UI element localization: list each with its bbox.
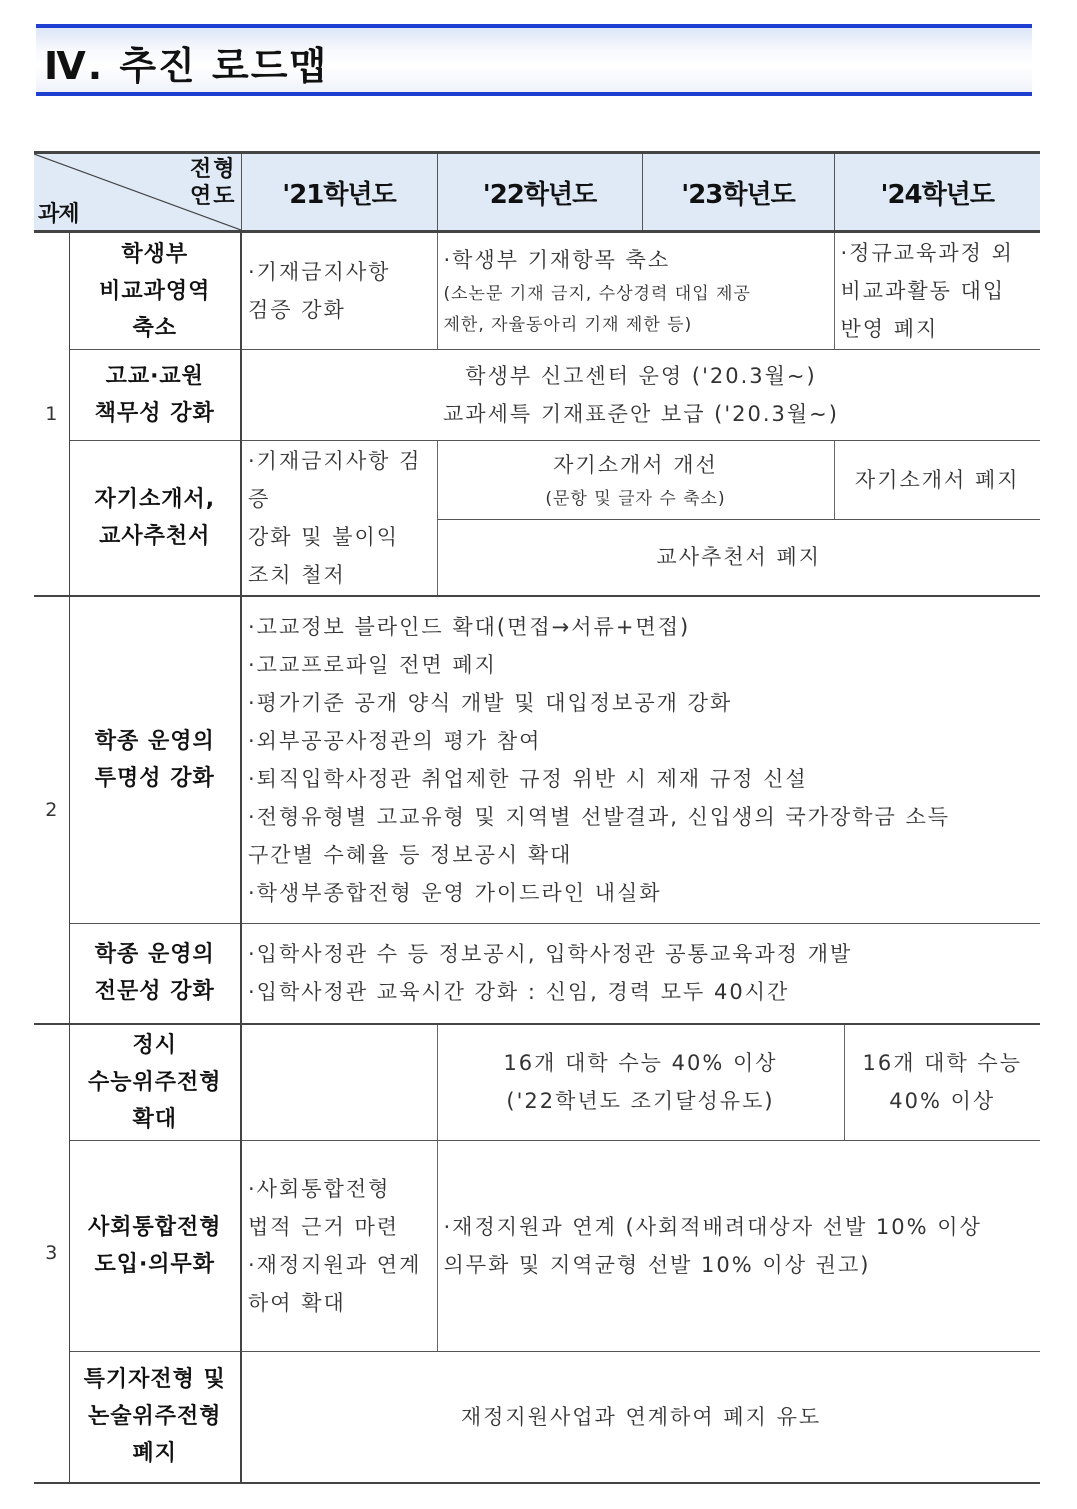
table-row xyxy=(34,1141,1040,1352)
group-number-2: 2 xyxy=(34,596,69,1024)
list-item: ·전형유형별 고교유형 및 지역별 선발결과, 신입생의 국가장학금 소득 구간별 수혜율 등 정보공시 확대 xyxy=(248,804,951,867)
task-label: 특기자전형 및 논술위주전형 폐지 xyxy=(69,1352,241,1483)
corner-label-type-year: 전형 연도 xyxy=(189,157,237,209)
group-number-3: 3 xyxy=(34,1024,69,1483)
plan-cell-24: 자기소개서 폐지 xyxy=(834,441,1040,520)
plan-main-text: 자기소개서 개선 xyxy=(553,452,718,477)
plan-cell-22-24: 교사추천서 폐지 xyxy=(437,520,1040,596)
roadmap-table xyxy=(34,151,1040,1484)
plan-sub-text: (소논문 기재 금지, 수상경력 대입 제공 제한, 자율동아리 기재 제한 등) xyxy=(443,284,751,335)
plan-cell-21: ·기재금지사항 검증 강화 xyxy=(241,232,437,350)
table-row xyxy=(34,924,1040,1024)
list-item: ·입학사정관 교육시간 강화 : 신임, 경력 모두 40시간 xyxy=(248,980,790,1005)
plan-cell-22-23 xyxy=(437,232,834,350)
list-item: ·고교프로파일 전면 폐지 xyxy=(248,652,497,677)
corner-label-task: 과제 xyxy=(38,202,79,227)
task-label: 사회통합전형 도입·의무화 xyxy=(69,1141,241,1352)
list-item: ·고교정보 블라인드 확대(면접→서류+면접) xyxy=(248,614,691,639)
plan-line: 교과세특 기재표준안 보급 ('20.3월∼) xyxy=(443,402,839,426)
table-row xyxy=(34,232,1040,350)
year-header-24: '24학년도 xyxy=(834,153,1040,232)
list-item: ·외부공공사정관의 평가 참여 xyxy=(248,728,542,753)
group-number-1: 1 xyxy=(34,232,69,596)
header-row xyxy=(34,153,1040,232)
plan-cell-24: ·정규교육과정 외 비교과활동 대입 반영 폐지 xyxy=(834,232,1040,350)
plan-cell-24: 16개 대학 수능 40% 이상 xyxy=(844,1024,1040,1141)
page-title: Ⅳ. 추진 로드맵 xyxy=(44,44,329,88)
year-header-23: '23학년도 xyxy=(642,153,834,232)
table-row xyxy=(34,441,1040,520)
task-label: 고교·교원 책무성 강화 xyxy=(69,350,241,441)
plan-cell-22-23 xyxy=(437,441,834,520)
plan-cell-22-23: 16개 대학 수능 40% 이상 ('22학년도 조기달성유도) xyxy=(437,1024,844,1141)
corner-header-cell xyxy=(34,153,241,232)
list-item: ·평가기준 공개 양식 개발 및 대입정보공개 강화 xyxy=(248,690,733,715)
title-banner xyxy=(36,24,1032,96)
year-header-21: '21학년도 xyxy=(241,153,437,232)
plan-sub-text: (문항 및 글자 수 축소) xyxy=(545,488,726,509)
plan-main-text: ·학생부 기재항목 축소 xyxy=(443,248,671,272)
plan-cell-21-24 xyxy=(241,924,1040,1024)
plan-cell-21-24 xyxy=(241,596,1040,924)
task-label: 학종 운영의 전문성 강화 xyxy=(69,924,241,1024)
table-row xyxy=(34,350,1040,441)
task-label: 정시 수능위주전형 확대 xyxy=(69,1024,241,1141)
table-row xyxy=(34,1024,1040,1141)
task-label: 학생부 비교과영역 축소 xyxy=(69,232,241,350)
list-item: ·입학사정관 수 등 정보공시, 입학사정관 공통교육과정 개발 xyxy=(248,942,853,967)
plan-cell-21 xyxy=(241,1024,437,1141)
plan-line: 학생부 신고센터 운영 ('20.3월∼) xyxy=(465,364,817,388)
list-item: ·퇴직입학사정관 취업제한 규정 위반 시 제재 규정 신설 xyxy=(248,766,808,791)
plan-cell-21: ·사회통합전형 법적 근거 마련 ·재정지원과 연계 하여 확대 xyxy=(241,1141,437,1352)
task-label: 자기소개서, 교사추천서 xyxy=(69,441,241,596)
plan-cell-21: ·기재금지사항 검증 강화 및 불이익 조치 철저 xyxy=(241,441,437,596)
table-row xyxy=(34,1352,1040,1483)
plan-cell-22-24: ·재정지원과 연계 (사회적배려대상자 선발 10% 이상 의무화 및 지역균형 선발 10% 이상 권고) xyxy=(437,1141,1040,1352)
plan-cell-21-24: 재정지원사업과 연계하여 폐지 유도 xyxy=(241,1352,1040,1483)
list-item: ·학생부종합전형 운영 가이드라인 내실화 xyxy=(248,880,662,905)
plan-cell-21-24 xyxy=(241,350,1040,441)
task-label: 학종 운영의 투명성 강화 xyxy=(69,596,241,924)
year-header-22: '22학년도 xyxy=(437,153,642,232)
table-row xyxy=(34,596,1040,924)
